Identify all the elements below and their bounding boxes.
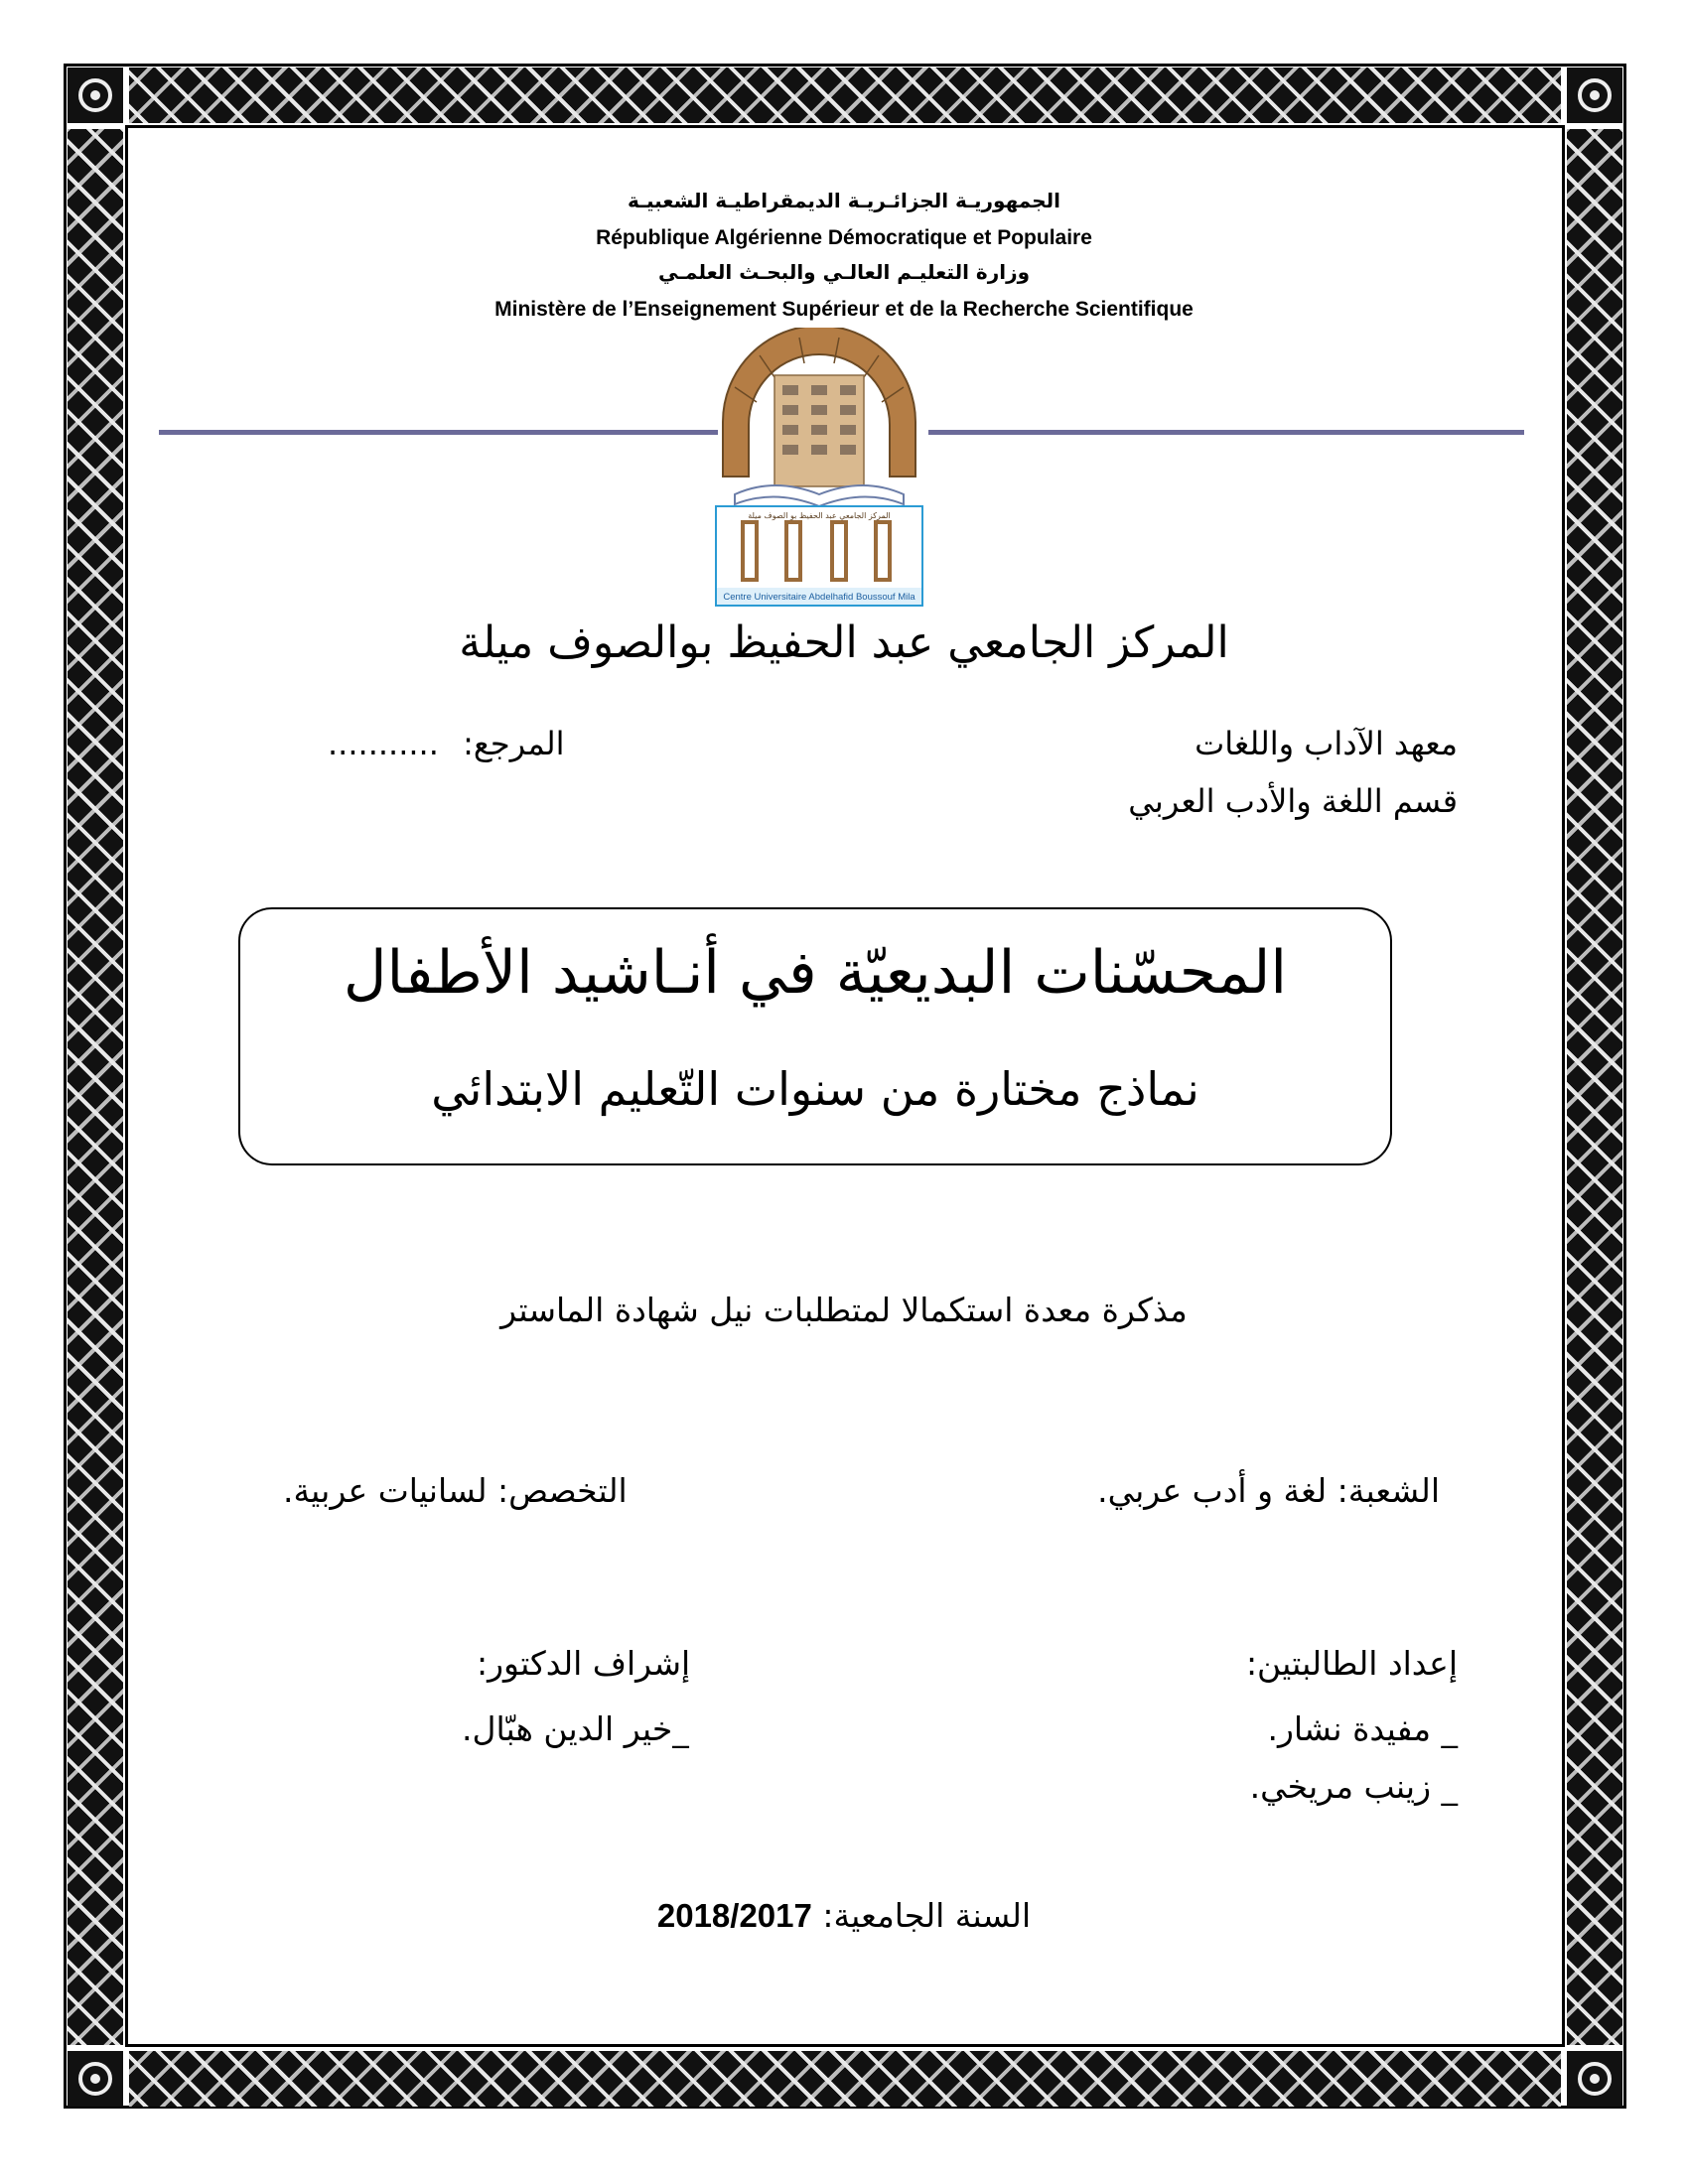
reference-field — [328, 725, 564, 762]
branch-field: الشعبة: لغة و أدب عربي. — [1097, 1471, 1440, 1510]
frame-corner-ornament-icon — [68, 68, 123, 123]
frame-band-top — [129, 68, 1561, 123]
department-name: قسم اللغة والأدب العربي — [1128, 782, 1458, 820]
supervisor-heading: إشراف الدكتور: — [477, 1644, 691, 1683]
student-name: _ زينب مريخي. — [1249, 1767, 1458, 1806]
specialty-field: التخصص: لسانيات عربية. — [283, 1471, 628, 1510]
university-name: المركز الجامعي عبد الحفيظ بوالصوف ميلة — [459, 617, 1229, 668]
frame-corner-ornament-icon — [68, 2051, 123, 2107]
reference-value: ........... — [328, 725, 439, 762]
frame-band-bottom — [129, 2051, 1561, 2107]
logo-latin-text: Centre Universitaire Abdelhafid Boussouf Mila — [723, 592, 915, 603]
academic-year-value: 2018/2017 — [656, 1897, 812, 1934]
reference-label: المرجع: — [463, 725, 565, 762]
academic-year-label: السنة الجامعية: — [822, 1896, 1032, 1935]
header-republic-french: République Algérienne Démocratique et Populaire — [596, 226, 1092, 249]
frame-corner-ornament-icon — [1567, 2051, 1622, 2107]
header-ministry-french: Ministère de l’Enseignement Supérieur et de la Recherche Scientifique — [494, 298, 1194, 321]
frame-band-left — [68, 129, 123, 2045]
student-name: _ مفيدة نشار. — [1267, 1709, 1458, 1748]
institute-name: معهد الآداب واللغات — [1195, 725, 1458, 762]
logo-arabic-text: المركز الجامعي عبد الحفيظ بو الصوف ميلة — [748, 511, 891, 520]
memo-statement: مذكرة معدة استكمالا لمتطلبات نيل شهادة الماستر — [500, 1291, 1188, 1329]
frame-corner-ornament-icon — [1567, 68, 1622, 123]
header-republic-arabic: الجمهوريـة الجزائـريـة الديمقراطيـة الشعبيـة — [628, 189, 1060, 212]
thesis-subtitle: نماذج مختارة من سنوات التّعليم الابتدائي — [431, 1062, 1199, 1116]
prepared-by-heading: إعداد الطالبتين: — [1245, 1644, 1458, 1683]
university-logo — [715, 328, 923, 608]
academic-year — [298, 1896, 1390, 1935]
supervisor-name: _خير الدين هبّال. — [462, 1709, 689, 1748]
frame-band-right — [1567, 129, 1622, 2045]
header-rule-right — [928, 430, 1524, 435]
header-ministry-arabic: وزارة التعليـم العالـي والبحـث العلمـي — [657, 260, 1031, 284]
thesis-title: المحسّنات البديعيّة في أنـاشيد الأطفال — [343, 938, 1288, 1008]
header-rule-left — [159, 430, 718, 435]
